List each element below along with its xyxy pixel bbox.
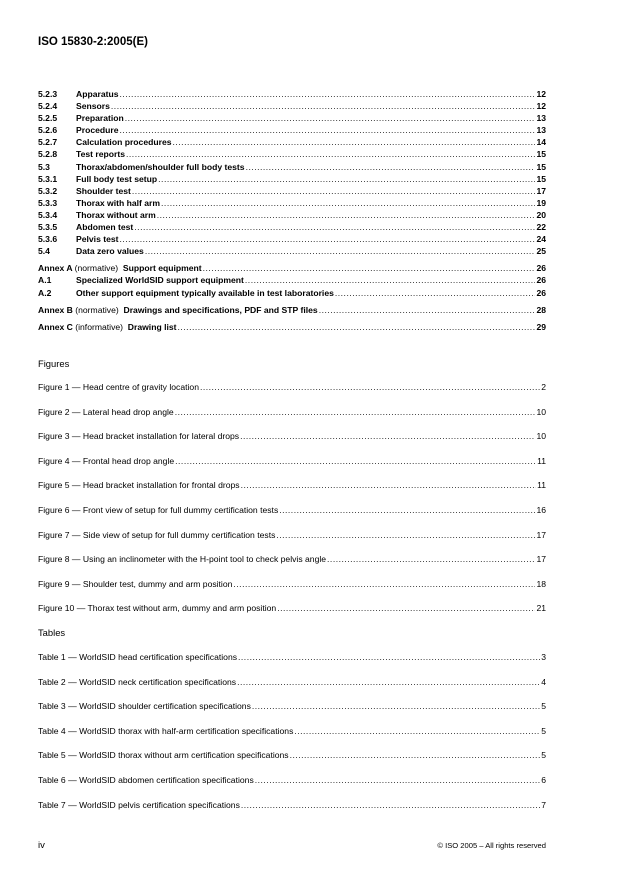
page-number: 15 (536, 173, 546, 184)
section-title: Preparation (76, 113, 124, 124)
toc-sections (38, 88, 546, 333)
toc-annex-a[interactable] (38, 262, 546, 274)
page-number: 4 (541, 676, 546, 687)
figure-entry[interactable] (38, 553, 546, 578)
toc-entry[interactable] (38, 100, 546, 112)
section-number: 5.4 (38, 246, 50, 257)
table-entry[interactable] (38, 725, 546, 750)
toc-entry[interactable] (38, 88, 546, 100)
section-title: Test reports (76, 149, 126, 160)
figure-entry[interactable] (38, 578, 546, 603)
section-title: Thorax without arm (76, 209, 156, 220)
section-number: 5.3.3 (38, 197, 58, 208)
toc-entry[interactable] (38, 209, 546, 221)
figure-title: Figure 3 — Head bracket installation for lateral drops (38, 431, 240, 442)
section-number: 5.3.4 (38, 209, 58, 220)
annex-label: Annex A (38, 263, 73, 274)
annex-kind: (informative) (75, 321, 124, 332)
table-title: Table 4 — WorldSID thorax with half-arm certification specifications (38, 725, 294, 736)
figure-title: Figure 2 — Lateral head drop angle (38, 406, 174, 417)
toc-entry[interactable] (38, 197, 546, 209)
figures-list (38, 381, 546, 627)
toc-entry[interactable] (38, 112, 546, 124)
figure-entry[interactable] (38, 602, 546, 627)
page-number: 10 (536, 406, 546, 417)
table-title: Table 2 — WorldSID neck certification specifications (38, 676, 237, 687)
figure-entry[interactable] (38, 381, 546, 406)
toc-annex-b[interactable] (38, 304, 546, 316)
section-number: 5.2.7 (38, 137, 58, 148)
annex-label: Annex C (38, 321, 73, 332)
figure-entry[interactable] (38, 479, 546, 504)
section-title: Calculation procedures (76, 137, 172, 148)
page-number: 15 (536, 161, 546, 172)
page-number: 26 (536, 275, 546, 286)
figure-entry[interactable] (38, 455, 546, 480)
tables-list (38, 651, 546, 823)
annex-title: Drawings and specifications, PDF and STP files (123, 304, 318, 315)
page-number: 12 (536, 101, 546, 112)
figures-heading: Figures (38, 358, 70, 369)
table-entry[interactable] (38, 749, 546, 774)
section-number: 5.3.1 (38, 173, 58, 184)
page-number: 28 (536, 304, 546, 315)
page-number: 21 (536, 603, 546, 614)
footer-copyright: © ISO 2005 – All rights reserved (437, 841, 546, 850)
annex-kind: (normative) (74, 263, 119, 274)
page-number: 13 (536, 113, 546, 124)
toc-entry[interactable] (38, 185, 546, 197)
page-number: 6 (541, 774, 546, 785)
page-number: 13 (536, 125, 546, 136)
annex-title: Support equipment (122, 263, 202, 274)
section-number: 5.2.5 (38, 113, 58, 124)
figure-entry[interactable] (38, 504, 546, 529)
page-number: 11 (537, 480, 546, 491)
figure-title: Figure 9 — Shoulder test, dummy and arm position (38, 578, 233, 589)
section-title: Other support equipment typically available in test laboratories (76, 287, 334, 298)
section-title: Sensors (76, 101, 110, 112)
section-title: Full body test setup (76, 173, 158, 184)
toc-entry[interactable] (38, 148, 546, 160)
figure-title: Figure 1 — Head centre of gravity location (38, 382, 199, 392)
table-entry[interactable] (38, 774, 546, 799)
page-number: 11 (537, 455, 546, 466)
table-entry[interactable] (38, 799, 546, 824)
page-number: 2 (541, 382, 546, 392)
table-title: Table 6 — WorldSID abdomen certification specifications (38, 774, 254, 785)
figure-entry[interactable] (38, 406, 546, 431)
toc-entry[interactable] (38, 136, 546, 148)
table-title: Table 1 — WorldSID head certification specifications (38, 652, 238, 662)
section-number: 5.3.2 (38, 185, 58, 196)
figure-title: Figure 10 — Thorax test without arm, dummy and arm position (38, 603, 277, 614)
page-number: 5 (541, 750, 546, 761)
table-entry[interactable] (38, 700, 546, 725)
page-number: 19 (536, 197, 546, 208)
section-number: 5.2.4 (38, 101, 58, 112)
section-title: Thorax/abdomen/shoulder full body tests (76, 161, 245, 172)
section-number: 5.3 (38, 161, 50, 172)
page-number: 17 (536, 529, 546, 540)
section-number: 5.2.3 (38, 89, 58, 99)
page-number: 18 (536, 578, 546, 589)
section-title: Pelvis test (76, 234, 119, 245)
figure-title: Figure 7 — Side view of setup for full dummy certification tests (38, 529, 276, 540)
annex-title: Drawing list (127, 321, 177, 332)
table-title: Table 5 — WorldSID thorax without arm certification specifications (38, 750, 289, 761)
document-id: ISO 15830-2:2005(E) (38, 36, 148, 48)
page-number: 26 (536, 263, 546, 274)
section-number: 5.2.6 (38, 125, 58, 136)
page-number: 29 (536, 321, 546, 332)
page-number: 17 (536, 554, 546, 565)
toc-entry[interactable] (38, 274, 546, 286)
page-number: 10 (536, 431, 546, 442)
table-title: Table 3 — WorldSID shoulder certification specifications (38, 701, 251, 712)
figure-title: Figure 6 — Front view of setup for full dummy certification tests (38, 504, 279, 515)
section-title: Data zero values (76, 246, 144, 257)
toc-entry[interactable] (38, 221, 546, 233)
section-title: Shoulder test (76, 185, 131, 196)
figure-title: Figure 4 — Frontal head drop angle (38, 455, 175, 466)
section-number: 5.3.6 (38, 234, 58, 245)
toc-entry[interactable] (38, 124, 546, 136)
section-title: Thorax with half arm (76, 197, 161, 208)
toc-entry[interactable] (38, 161, 546, 173)
figure-entry[interactable] (38, 529, 546, 554)
page-number: 20 (536, 209, 546, 220)
page-number: 25 (536, 246, 546, 257)
footer-page-number: iv (38, 840, 45, 851)
page-number: 14 (536, 137, 546, 148)
annex-label: Annex B (38, 304, 73, 315)
toc-entry[interactable] (38, 233, 546, 245)
page-number: 24 (536, 234, 546, 245)
page-number: 5 (541, 725, 546, 736)
annex-kind: (normative) (75, 304, 119, 315)
figure-title: Figure 5 — Head bracket installation for frontal drops (38, 480, 240, 491)
section-title: Apparatus (76, 89, 119, 99)
page-number: 22 (536, 222, 546, 233)
table-entry[interactable] (38, 676, 546, 701)
section-number: 5.2.8 (38, 149, 58, 160)
section-title: Abdomen test (76, 222, 134, 233)
toc-entry[interactable] (38, 245, 546, 257)
figure-entry[interactable] (38, 430, 546, 455)
section-title: Procedure (76, 125, 119, 136)
page-number: 16 (536, 504, 546, 515)
page-number: 15 (536, 149, 546, 160)
page-number: 5 (541, 701, 546, 712)
section-number: 5.3.5 (38, 222, 58, 233)
section-title: Specialized WorldSID support equipment (76, 275, 244, 286)
page-number: 7 (541, 799, 546, 810)
page-number: 12 (536, 89, 546, 99)
page-number: 26 (536, 287, 546, 298)
toc-annex-c[interactable] (38, 321, 546, 333)
toc-entry[interactable] (38, 287, 546, 299)
page-number: 3 (541, 652, 546, 662)
figure-title: Figure 8 — Using an inclinometer with the H-point tool to check pelvis angle (38, 554, 327, 565)
page-number: 17 (536, 185, 546, 196)
table-title: Table 7 — WorldSID pelvis certification specifications (38, 799, 240, 810)
section-number: A.2 (38, 287, 52, 298)
section-number: A.1 (38, 275, 52, 286)
toc-entry[interactable] (38, 173, 546, 185)
table-entry[interactable] (38, 651, 546, 676)
tables-heading: Tables (38, 627, 66, 638)
